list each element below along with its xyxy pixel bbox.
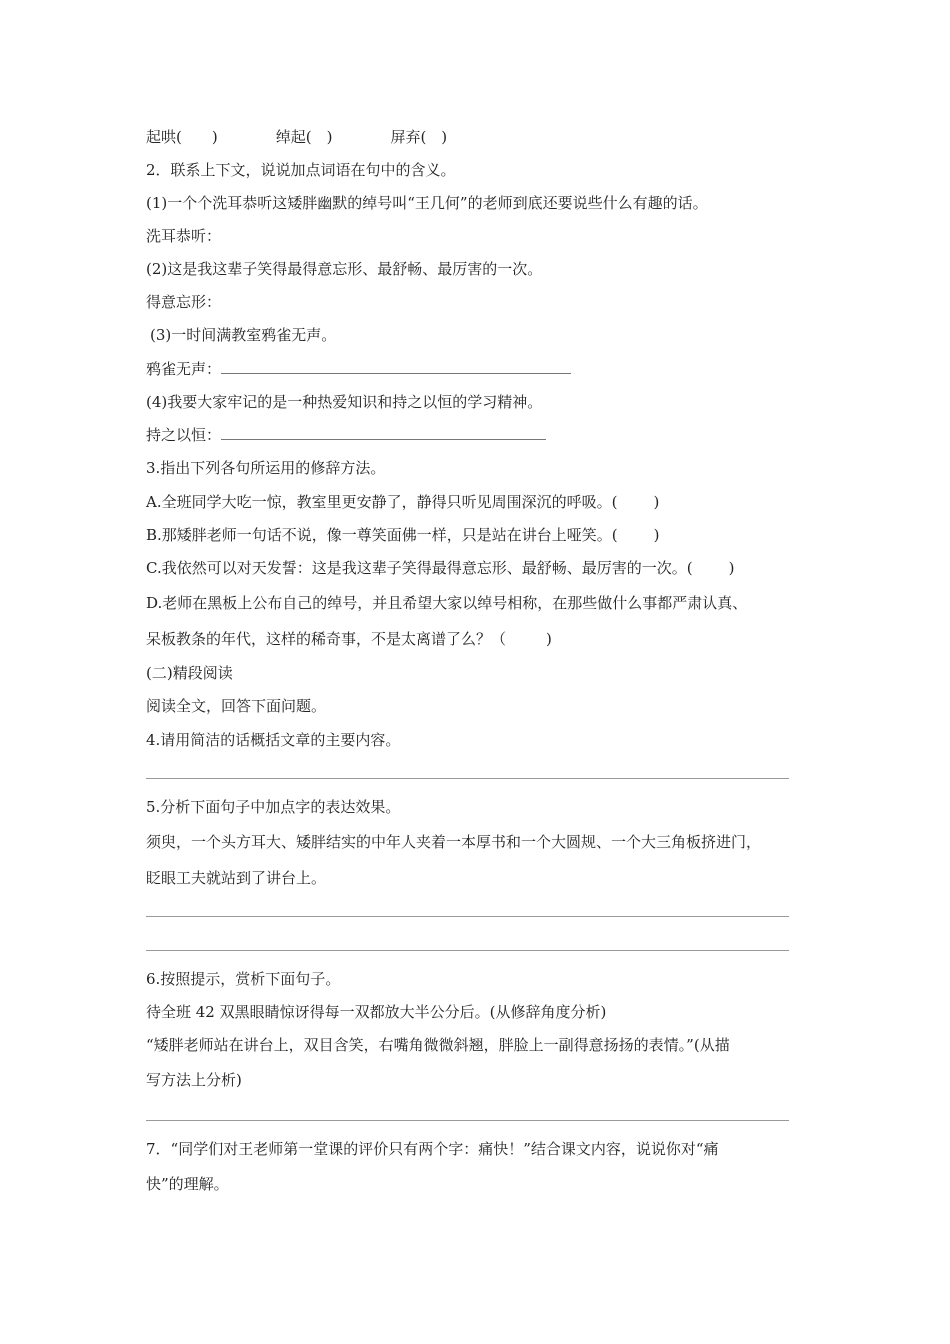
word-pingqi: 屏弃( )	[390, 128, 448, 146]
question-7-line-2: 快”的理解。	[146, 1175, 229, 1193]
question-3-option-b: B.那矮胖老师一句话不说，像一尊笑面佛一样，只是站在讲台上哑笑。( )	[146, 526, 660, 544]
question-5-answer-line-2[interactable]	[146, 950, 789, 951]
question-2-item-2: (2)这是我这辈子笑得最得意忘形、最舒畅、最厉害的一次。	[146, 260, 543, 278]
question-4-answer-line[interactable]	[146, 778, 789, 779]
question-6-title: 6.按照提示，赏析下面句子。	[146, 970, 341, 988]
word-pinyin-row	[146, 126, 447, 148]
question-5-answer-line-1[interactable]	[146, 916, 789, 917]
question-2-item-4-label: 持之以恒：	[146, 426, 222, 444]
question-5-title: 5.分析下面句子中加点字的表达效果。	[146, 798, 401, 816]
word-chuoqi: 绰起( )	[275, 128, 333, 146]
question-6-answer-line[interactable]	[146, 1120, 789, 1121]
question-6-sentence-b-line-2: 写方法上分析)	[146, 1071, 242, 1089]
question-5-sentence-line-2: 眨眼工夫就站到了讲台上。	[146, 869, 327, 887]
question-2-item-2-label: 得意忘形：	[146, 293, 222, 311]
section-2-heading: (二)精段阅读	[146, 664, 233, 682]
question-4-title: 4.请用简洁的话概括文章的主要内容。	[146, 731, 401, 749]
question-2-item-1-label: 洗耳恭听：	[146, 227, 222, 245]
answer-blank[interactable]	[221, 425, 546, 440]
question-7-line-1: 7．“同学们对王老师第一堂课的评价只有两个字：痛快！”结合课文内容，说说你对“痛	[146, 1140, 719, 1158]
word-qihong: 起哄( )	[146, 128, 218, 146]
question-3-option-d-line-2: 呆板教条的年代，这样的稀奇事，不是太离谱了么？（ )	[146, 630, 552, 648]
question-6-sentence-b-line-1: “矮胖老师站在讲台上，双目含笑，右嘴角微微斜翘，胖脸上一副得意扬扬的表情。”(从描	[146, 1036, 730, 1054]
question-3-option-c: C.我依然可以对天发誓：这是我这辈子笑得最得意忘形、最舒畅、最厉害的一次。( )	[146, 559, 735, 577]
question-2-title: 2．联系上下文，说说加点词语在句中的含义。	[146, 161, 456, 179]
question-3-option-a: A.全班同学大吃一惊，教室里更安静了，静得只听见周围深沉的呼吸。( )	[146, 493, 660, 511]
question-6-sentence-a: 待全班 42 双黑眼睛惊讶得每一双都放大半公分后。(从修辞角度分析)	[146, 1003, 607, 1021]
question-5-sentence-line-1: 须臾，一个头方耳大、矮胖结实的中年人夹着一本厚书和一个大圆规、一个大三角板挤进门，	[146, 833, 762, 851]
question-2-item-3: (3)一时间满教室鸦雀无声。	[150, 326, 337, 344]
answer-blank[interactable]	[221, 359, 571, 374]
question-2-item-3-label: 鸦雀无声：	[146, 360, 222, 378]
question-3-option-d-line-1: D.老师在黑板上公布自己的绰号，并且希望大家以绰号相称，在那些做什么事都严肃认真、	[146, 594, 748, 612]
question-2-item-3-answer-row	[146, 358, 571, 380]
question-2-item-1: (1)一个个洗耳恭听这矮胖幽默的绰号叫“王几何”的老师到底还要说些什么有趣的话。	[146, 194, 708, 212]
question-2-item-4: (4)我要大家牢记的是一种热爱知识和持之以恒的学习精神。	[146, 393, 543, 411]
question-3-title: 3.指出下列各句所运用的修辞方法。	[146, 459, 386, 477]
section-2-instruction: 阅读全文，回答下面问题。	[146, 697, 327, 715]
question-2-item-4-answer-row	[146, 424, 546, 446]
